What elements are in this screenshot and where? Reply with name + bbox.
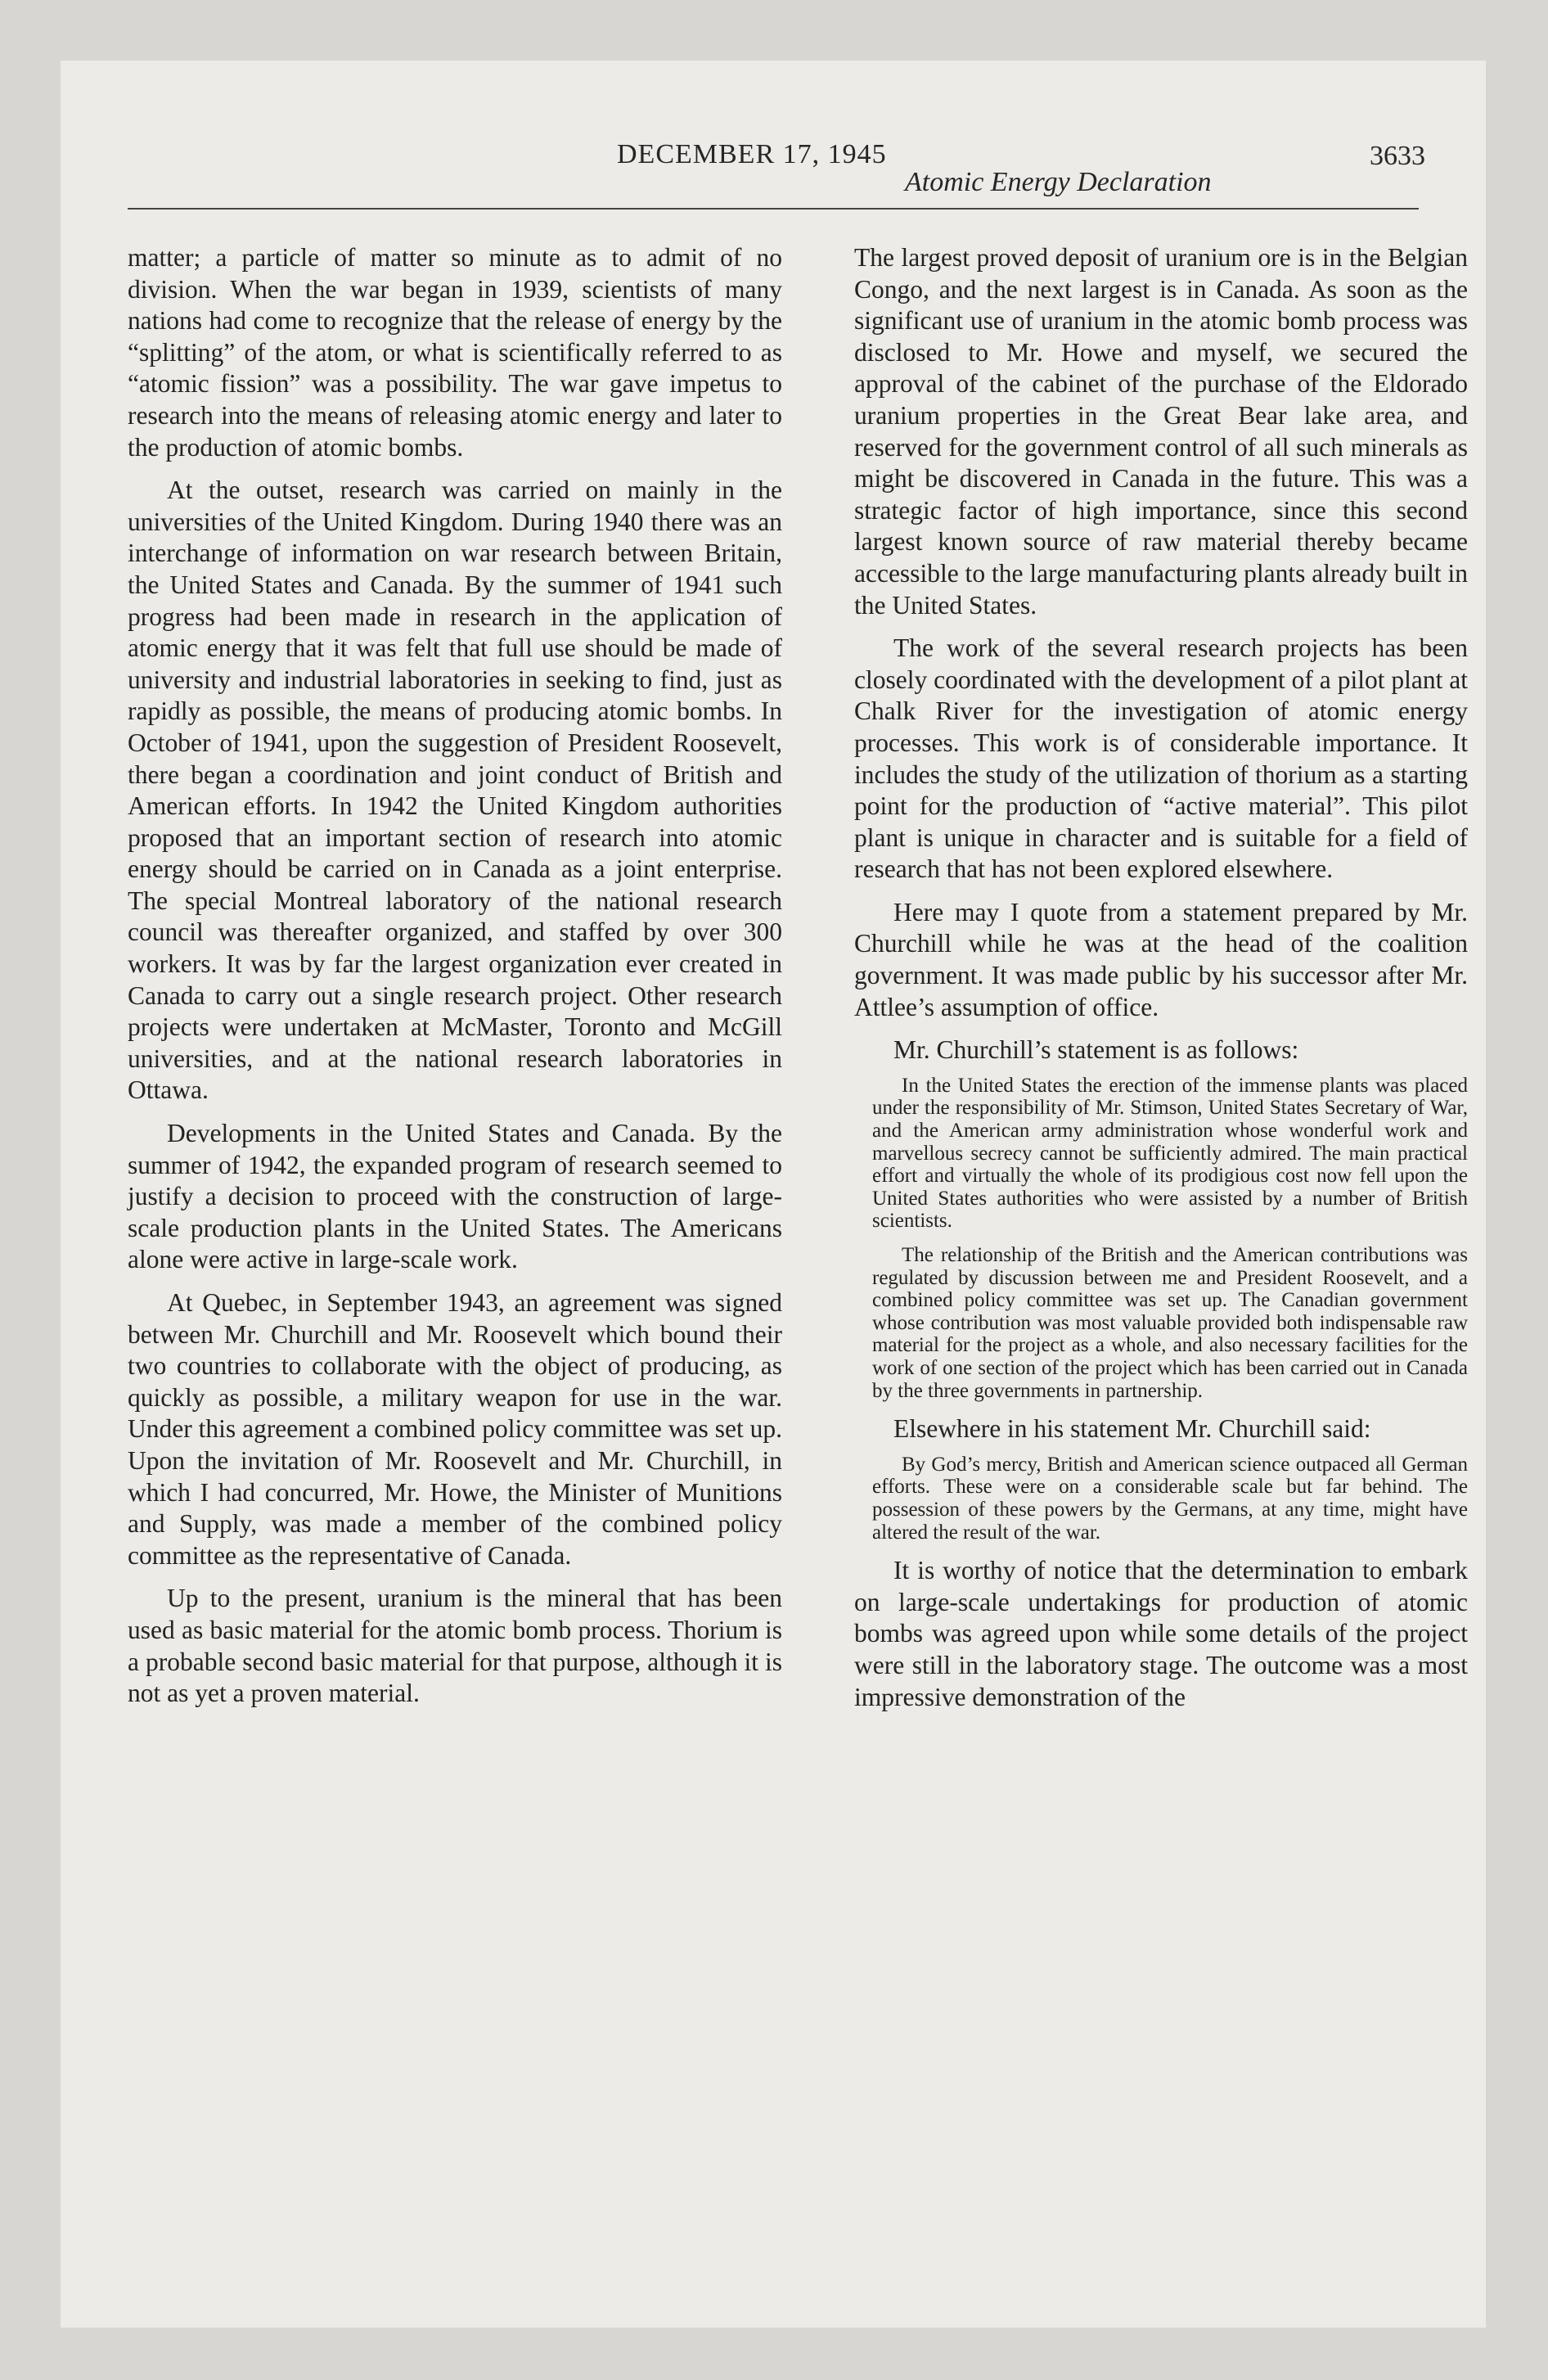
- left-column: [128, 242, 782, 1710]
- paragraph: Developments in the United States and Canada. By the summer of 1942, the expanded program of research seemed to justify a decision to proceed with the construction of large-scale production plants in the United States. The Americans alone were active in large-scale work.: [128, 1119, 782, 1274]
- paragraph: Elsewhere in his statement Mr. Churchill said:: [893, 1414, 1371, 1444]
- paragraph: The work of the several research projects has been closely coordinated with the development of a pilot plant at Chalk River for the investigation of atomic energy processes. This work is of considerable importance. It includes the study of the utilization of thorium as a starting point for the production of “active material”. This pilot plant is unique in character and is suitable for a field of research that has not been explored elsewhere.: [854, 633, 1468, 884]
- paragraph: Mr. Churchill’s statement is as follows:: [893, 1035, 1299, 1065]
- page-header: [61, 61, 1486, 224]
- document-page: [61, 61, 1486, 2328]
- block-quote: The relationship of the British and the American contributions was regulated by discussion between me and President Roosevelt, and a combined policy committee was set up. The Canadian government whose contribution was most valuable provided both indispensable raw material for the project as a whole, and also necessary facilities for the work of one section of the project which has been carried out in Canada by the three governments in partnership.: [872, 1244, 1468, 1402]
- header-rule: [128, 208, 1419, 210]
- paragraph: It is worthy of notice that the determination to embark on large-scale undertakings for production of atomic bombs was agreed upon while some details of the project were still in the laboratory stage. The outcome was a most impressive demonstration of the: [854, 1556, 1468, 1711]
- paragraph: matter; a particle of matter so minute as to admit of no division. When the war began in 1939, scientists of many nations had come to recognize that the release of energy by the “splitting” of the atom, or what is scientifically referred to as “atomic fission” was a possibility. The war gave impetus to research into the means of releasing atomic energy and later to the production of atomic bombs.: [128, 243, 782, 462]
- block-quote: By God’s mercy, British and American science outpaced all German efforts. These were on a considerable scale but far behind. The possession of these powers by the Germans, at any time, might have altered the result of the war.: [872, 1453, 1468, 1544]
- header-date: DECEMBER 17, 1945: [617, 139, 887, 169]
- paragraph: Up to the present, uranium is the mineral that has been used as basic material for the atomic bomb process. Thorium is a probable second basic material for that purpose, although it is not as yet a proven material.: [128, 1584, 782, 1708]
- paragraph: The largest proved deposit of uranium ore is in the Belgian Congo, and the next largest is in Canada. As soon as the significant use of uranium in the atomic bomb process was disclosed to Mr. Howe and myself, we secured the approval of the cabinet of the purchase of the Eldorado uranium properties in the Great Bear lake area, and reserved for the government control of all such minerals as might be discovered in Canada in the future. This was a strategic factor of high importance, since this second largest known source of raw material thereby became accessible to the large manufacturing plants already built in the United States.: [854, 243, 1468, 620]
- page-number: 3633: [1370, 141, 1425, 171]
- block-quote: In the United States the erection of the immense plants was placed under the responsibility of Mr. Stimson, United States Secretary of War, and the American army administration whose wonderful work and marvellous secrecy cannot be sufficiently admired. The main practical effort and virtually the whole of its prodigious cost now fell upon the United States authorities who were assisted by a number of British scientists.: [872, 1074, 1468, 1233]
- right-column: [854, 242, 1468, 1713]
- header-subtitle: Atomic Energy Declaration: [905, 167, 1212, 197]
- paragraph: At the outset, research was carried on mainly in the universities of the United Kingdom. During 1940 there was an interchange of information on war research between Britain, the United States and Canada. By the summer of 1941 such progress had been made in research in the application of atomic energy that it was felt that full use should be made of university and industrial laboratories in seeking to find, just as rapidly as possible, the means of producing atomic bombs. In October of 1941, upon the suggestion of President Roosevelt, there began a coordination and joint conduct of British and American efforts. In 1942 the United Kingdom authorities proposed that an important section of research into atomic energy should be carried on in Canada as a joint enterprise. The special Montreal laboratory of the national research council was thereafter organized, and staffed by over 300 workers. It was by far the largest organization ever created in Canada to carry out a single research project. Other research projects were undertaken at McMaster, Toronto and McGill universities, and at the national research laboratories in Ottawa.: [128, 476, 782, 1105]
- paragraph: Here may I quote from a statement prepared by Mr. Churchill while he was at the head of the coalition government. It was made public by his successor after Mr. Attlee’s assumption of office.: [854, 897, 1468, 1021]
- paragraph: At Quebec, in September 1943, an agreement was signed between Mr. Churchill and Mr. Roosevelt which bound their two countries to collaborate with the object of producing, as quickly as possible, a military weapon for use in the war. Under this agreement a combined policy committee was set up. Upon the invitation of Mr. Roosevelt and Mr. Churchill, in which I had concurred, Mr. Howe, the Minister of Munitions and Supply, was made a member of the combined policy committee as the representative of Canada.: [128, 1288, 782, 1570]
